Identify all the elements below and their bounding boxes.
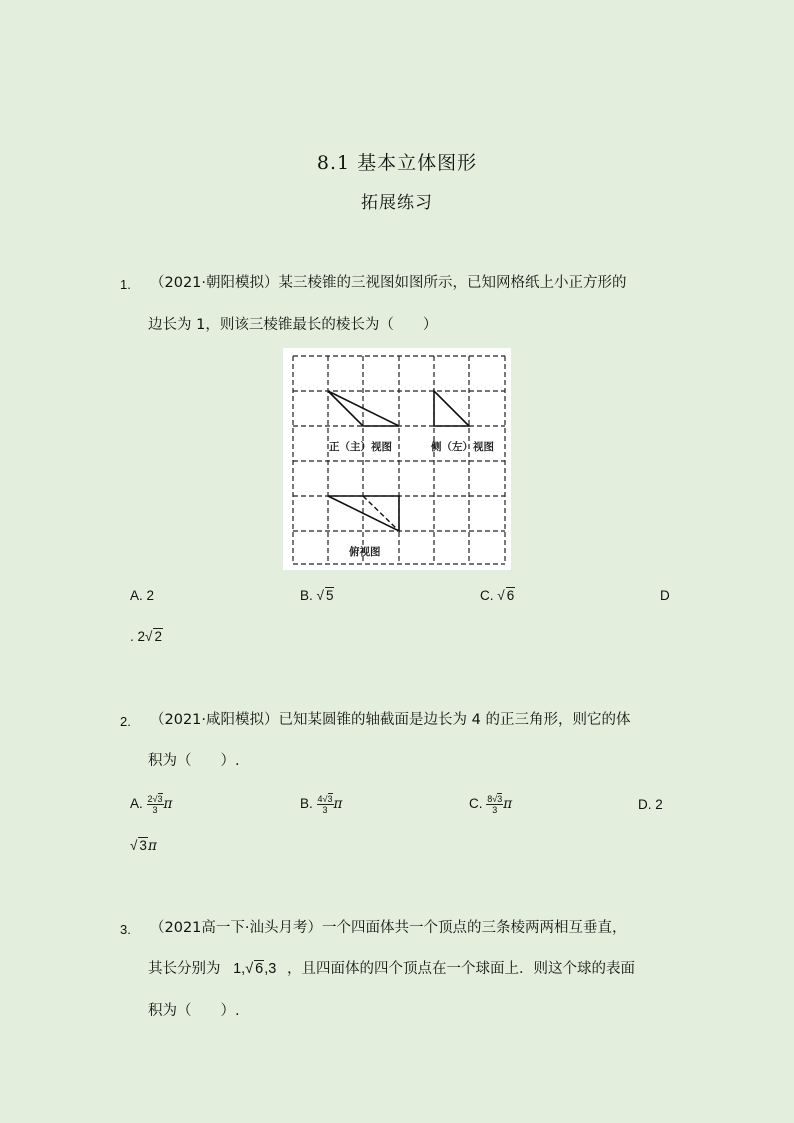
sqrt-symbol: √ 2: [145, 629, 162, 644]
q2-option-d-value: √ 3π: [130, 838, 157, 854]
q1-option-a: A. 2: [130, 588, 155, 603]
question-3-text-line2: 其长分别为 1,√ 6,3 ，且四面体的四个顶点在一个球面上．则这个球的表面: [148, 961, 635, 977]
sqrt-symbol: √ 3: [130, 838, 147, 853]
question-1-number: 1.: [120, 277, 131, 292]
q2-option-b-label: B.: [300, 796, 313, 812]
q1-option-b-label: B.: [300, 588, 313, 603]
sqrt-symbol: √ 6: [497, 588, 515, 603]
q2-option-c-label: C.: [469, 796, 483, 812]
q2-option-d: D. 2: [638, 797, 663, 812]
q2-option-a: A. $\frac{2√3}{3}$ π: [130, 794, 173, 815]
q1-option-b: [300, 586, 334, 606]
edge-lengths: 1,√ 6,3: [233, 961, 277, 977]
question-2-text-line2: 积为（ ）.: [148, 753, 240, 769]
q1-option-c: [480, 586, 515, 606]
page-subtitle: 拓展练习: [361, 193, 433, 213]
sqrt-symbol: √ 6: [245, 961, 264, 977]
q1-option-d-value: [130, 627, 163, 647]
top-view-label: 俯视图: [349, 546, 381, 558]
front-view-label: 正（主）视图: [329, 441, 392, 453]
q1-option-d: D: [660, 588, 670, 603]
page-title: 8.1 基本立体图形: [316, 152, 478, 174]
side-view-label: 侧（左）视图: [431, 441, 494, 453]
q1-option-d-coef: . 2: [130, 629, 146, 644]
q2-option-a-label: A.: [130, 796, 143, 812]
question-2-text-line1: （2021·咸阳模拟）已知某圆锥的轴截面是边长为 4 的正三角形，则它的体: [150, 712, 631, 728]
fraction: $\frac{8√3}{3}$: [487, 794, 503, 815]
side-view-triangle: [434, 391, 469, 426]
question-1-text-line1: （2021·朝阳模拟）某三棱锥的三视图如图所示，已知网格纸上小正方形的: [150, 275, 627, 291]
question-2-number: 2.: [120, 714, 131, 729]
q2-option-c: C. $\frac{8√3}{3}$ π: [469, 794, 513, 815]
sqrt-symbol: √ 5: [316, 588, 334, 603]
three-view-diagram: [283, 348, 511, 570]
dashed-grid: [293, 356, 505, 564]
question-3-number: 3.: [120, 922, 131, 937]
question-3-text-line3: 积为（ ）.: [148, 1003, 240, 1019]
fraction: $\frac{4√3}{3}$: [317, 794, 333, 815]
fraction: $\frac{2√3}{3}$: [147, 794, 163, 815]
three-view-figure: [283, 348, 511, 570]
question-3-text-line1: （2021高一下·汕头月考）一个四面体共一个顶点的三条棱两两相互垂直，: [150, 920, 627, 936]
q1-option-c-label: C.: [480, 588, 494, 603]
q2-option-b: B. $\frac{4√3}{3}$ π: [300, 794, 343, 815]
question-1-text-line2: 边长为 1，则该三棱锥最长的棱长为（ ）: [148, 317, 438, 333]
